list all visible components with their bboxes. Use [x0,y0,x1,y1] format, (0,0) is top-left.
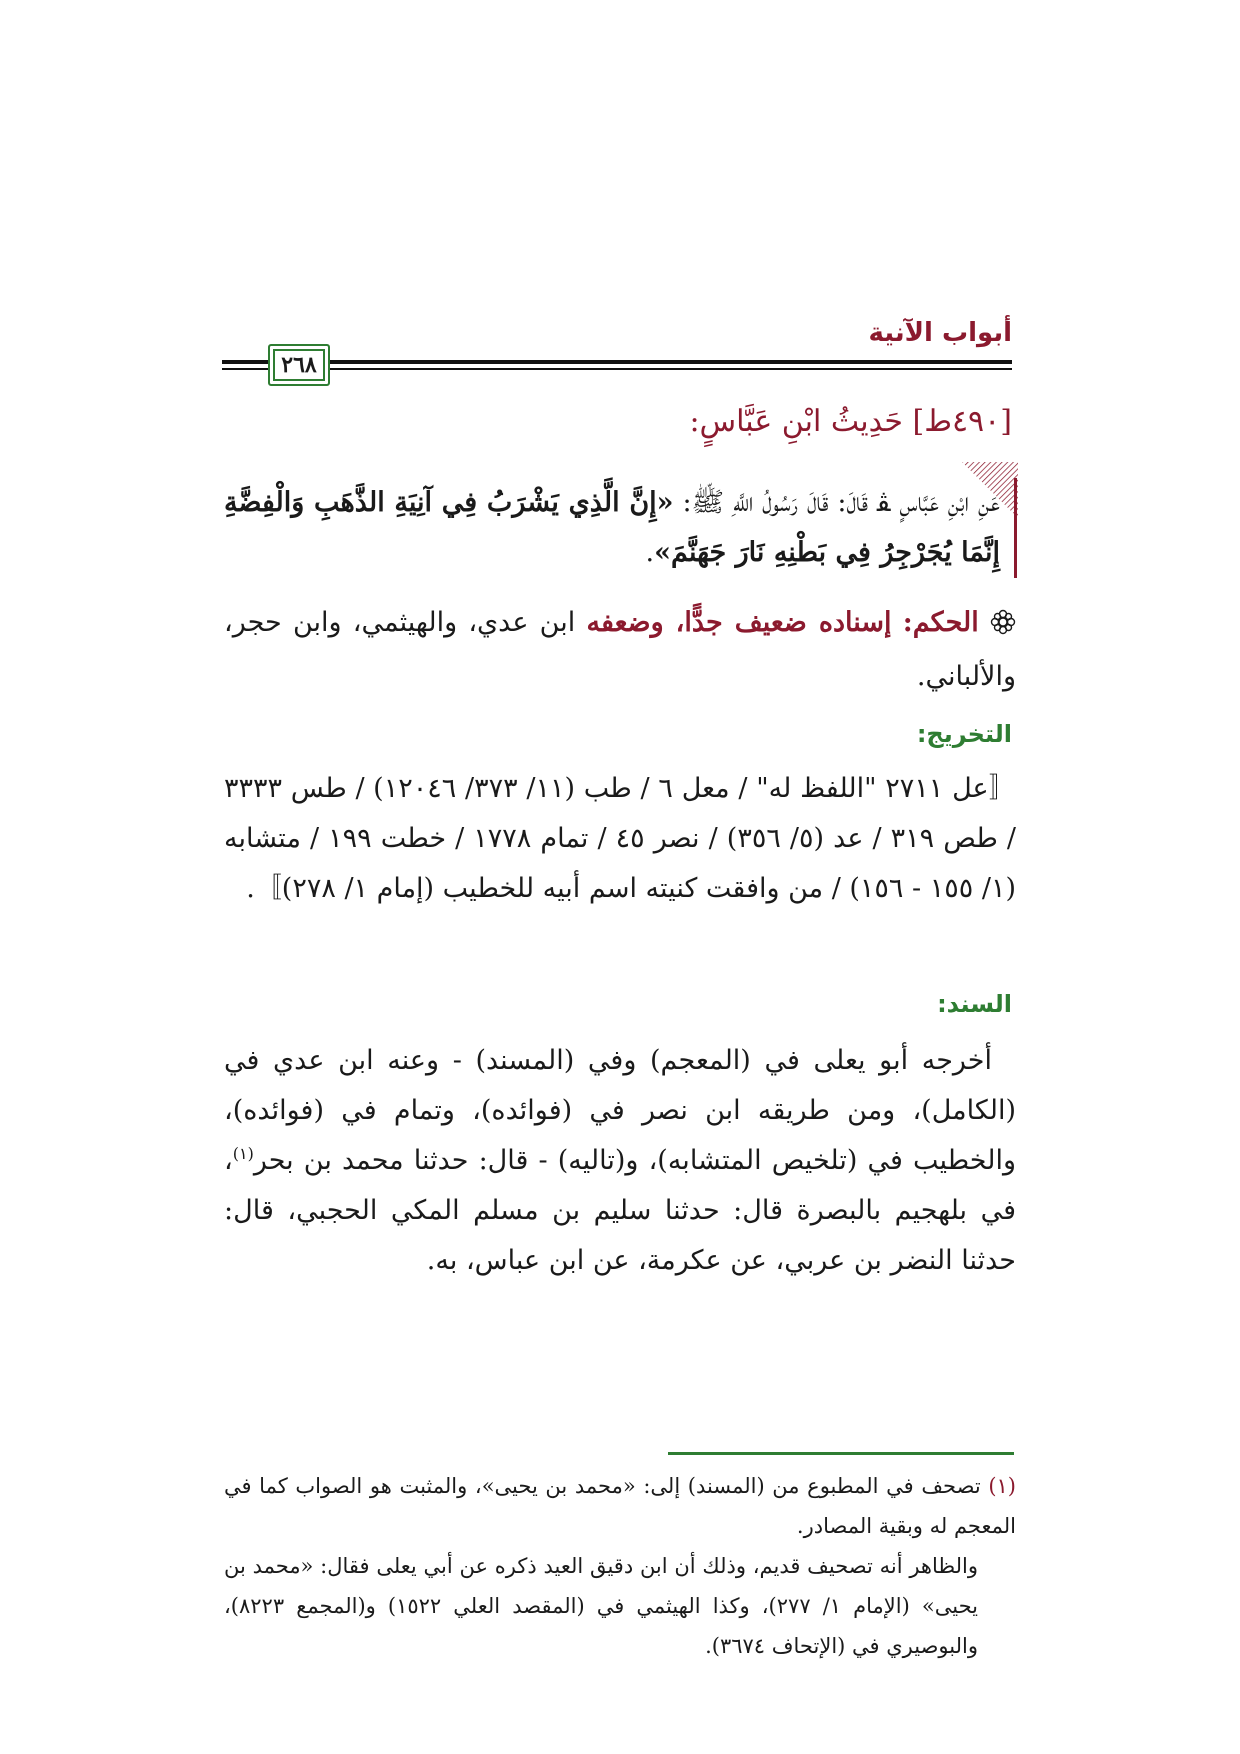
footnote-1 [224,1466,1016,1546]
sanad-text-before: أخرجه أبو يعلى في (المعجم) وفي (المسند) - وعنه ابن عدي في (الكامل)، ومن طريقه ابن نصر في (فوائده)، وتمام في (فوائده)، والخطيب في (تلخيص المتشابه)، و(تاليه) - قال: حدثنا محمد بن بحر [224,1045,1016,1176]
sanad-heading: السند: [937,990,1012,1018]
footnote-line-2: والظاهر أنه تصحيف قديم، وذلك أن ابن دقيق العيد ذكره عن أبي يعلى فقال: «محمد بن يحيى» (الإمام ١/ ٢٧٧)، وكذا الهيثمي في (المقصد العلي ١٥٢٢) و(المجمع ٨٢٢٣)، والبوصيري في (الإتحاف ٣٦٧٤). [224,1554,978,1658]
hadith-intro: عَنِ ابْنِ عَبَّاسٍ ﭭ قَالَ: قَالَ رَسُولُ اللَّهِ ﷺ: [673,487,1000,518]
page-number: ٢٦٨ [281,352,317,378]
hadith-text: «إِنَّ الَّذِي يَشْرَبُ فِي آنِيَةِ الذَّهَبِ وَالْفِضَّةِ إِنَّمَا يُجَرْجِرُ فِي بَطْنِهِ نَارَ جَهَنَّمَ» [224,487,1000,568]
chapter-title: أبواب الآنية [868,318,1012,348]
header-rule-thick [222,360,1012,364]
footnote-separator [668,1452,1014,1455]
flower-icon [990,609,1016,635]
ruling-paragraph [224,596,1016,704]
takhrij-text: 〚عل ٢٧١١ "اللفظ له" / معل ٦ / طب (١١/ ٣٧٣/ ١٢٠٤٦) / طس ٣٣٣٣ / طص ٣١٩ / عد (٥/ ٣٥٦) / نصر ٤٥ / تمام ١٧٧٨ / خطت ١٩٩ / متشابه (١/ ١٥٥ - ١٥٦) / من وافقت كنيته اسم أبيه للخطيب (إمام ١/ ٢٧٨)〛. [224,773,1017,904]
hadith-block [224,478,1017,578]
ruling-verdict: إسناده ضعيف جدًّا، وضعفه [586,607,892,638]
ruling-label: الحكم: [902,607,979,638]
page-header [222,318,1012,398]
hadith-end: . [645,537,655,568]
ruling-rest: ابن عدي، والهيثمي، وابن حجر، والألباني. [224,607,1016,692]
footnote-line-1: تصحف في المطبوع من (المسند) إلى: «محمد بن يحيى»، والمثبت هو الصواب كما في المعجم له وبقية المصادر. [224,1474,1016,1538]
takhrij-heading: التخريج: [916,720,1012,748]
sanad-text-after: ، في بلهجيم بالبصرة قال: حدثنا سليم بن مسلم المكي الحجبي، قال: حدثنا النضر بن عربي، عن عكرمة، عن ابن عباس، به. [224,1145,1016,1276]
page-number-frame [268,344,330,386]
sanad-text [224,1036,1016,1286]
footnote-marker: (١) [988,1474,1016,1498]
header-rule-thin [222,368,1012,370]
footnote-reference[interactable]: (١) [232,1144,254,1163]
footnotes [224,1466,1016,1666]
section-heading: [٤٩٠ط] حَدِيثُ ابْنِ عَبَّاسٍ: [689,404,1012,439]
